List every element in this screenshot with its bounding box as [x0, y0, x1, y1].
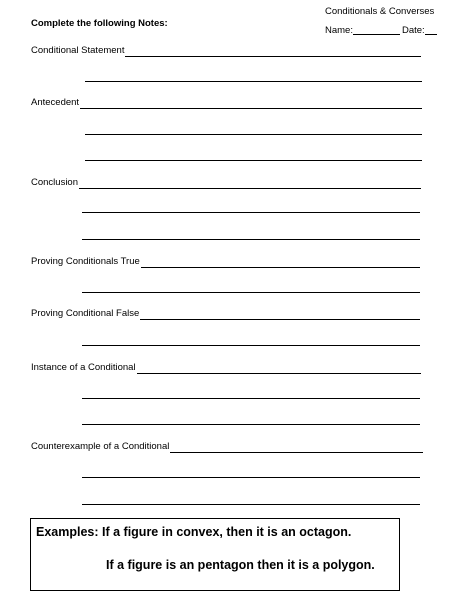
answer-line[interactable]	[85, 81, 422, 82]
instructions-heading: Complete the following Notes:	[31, 18, 168, 29]
answer-line[interactable]	[82, 239, 420, 240]
answer-line[interactable]	[85, 134, 422, 135]
name-label: Name:	[325, 24, 353, 36]
answer-line[interactable]	[82, 398, 420, 399]
answer-line[interactable]	[80, 108, 422, 109]
example-line-2: If a figure is an pentagon then it is a polygon.	[106, 558, 375, 572]
answer-line[interactable]	[79, 188, 421, 189]
examples-box	[30, 518, 400, 591]
date-blank[interactable]	[425, 25, 437, 35]
answer-line[interactable]	[170, 452, 423, 453]
term-label: Proving Conditionals True	[31, 256, 140, 267]
term-label: Counterexample of a Conditional	[31, 441, 170, 452]
term-proving-conditional-false[interactable]	[31, 309, 420, 319]
name-date-row	[325, 25, 437, 35]
answer-line[interactable]	[140, 319, 420, 320]
term-counterexample-of-a-conditional[interactable]	[31, 442, 423, 452]
term-instance-of-a-conditional[interactable]	[31, 363, 421, 373]
answer-line[interactable]	[137, 373, 421, 374]
term-label: Instance of a Conditional	[31, 362, 136, 373]
date-label: Date:	[401, 24, 425, 36]
answer-line[interactable]	[82, 424, 420, 425]
term-label: Conditional Statement	[31, 45, 125, 56]
answer-line[interactable]	[82, 504, 420, 505]
term-conditional-statement[interactable]	[31, 46, 421, 56]
term-label: Proving Conditional False	[31, 308, 140, 319]
term-proving-conditionals-true[interactable]	[31, 257, 420, 267]
answer-line[interactable]	[82, 477, 420, 478]
term-antecedent[interactable]	[31, 98, 422, 108]
answer-line[interactable]	[85, 160, 422, 161]
answer-line[interactable]	[82, 292, 420, 293]
answer-line[interactable]	[125, 56, 421, 57]
answer-line[interactable]	[82, 212, 420, 213]
answer-line[interactable]	[82, 345, 420, 346]
term-conclusion[interactable]	[31, 178, 421, 188]
name-blank[interactable]	[353, 25, 400, 35]
term-label: Antecedent	[31, 97, 80, 108]
example-line-1: Examples: If a figure in convex, then it is an octagon.	[36, 525, 352, 539]
worksheet-title: Conditionals & Converses	[325, 6, 435, 17]
answer-line[interactable]	[141, 267, 420, 268]
term-label: Conclusion	[31, 177, 78, 188]
